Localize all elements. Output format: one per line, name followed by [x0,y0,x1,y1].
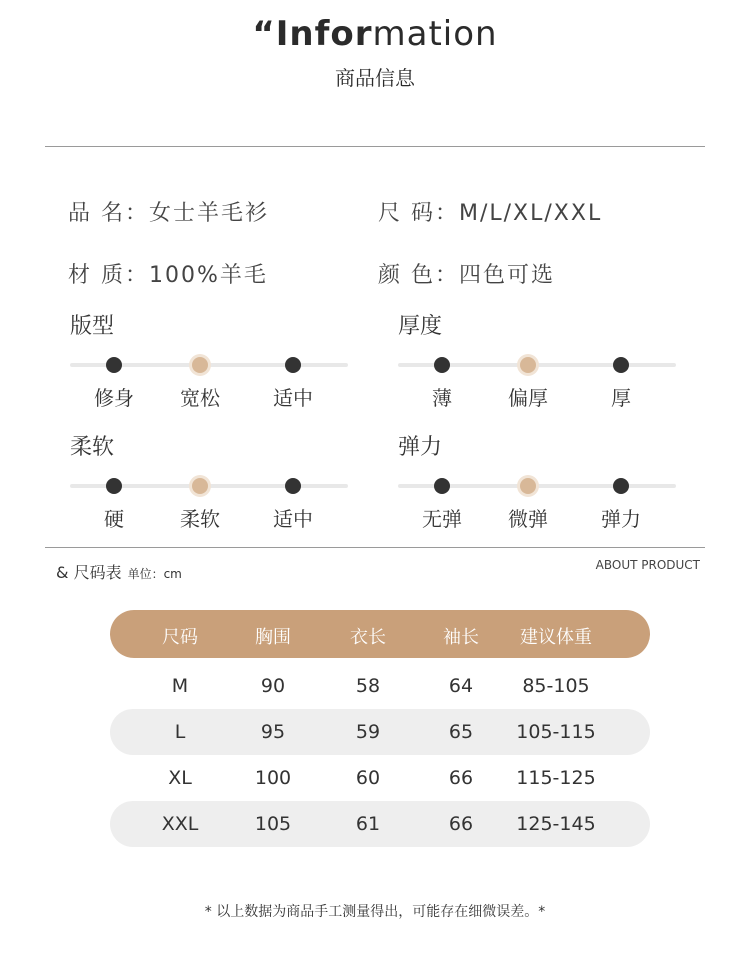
table-cell: 66 [448,813,474,835]
table-cell: 90 [260,675,286,697]
scale-option-label: 偏厚 [508,386,548,410]
header-cell: 胸围 [255,627,291,648]
table-cell: 105-115 [516,721,596,743]
table-cell: XL [168,767,192,789]
scale-dot [613,478,629,494]
top-divider [45,146,705,147]
table-row [110,801,650,847]
table-cell: 85-105 [522,675,590,697]
header-cell: 尺码 [162,627,198,648]
scale-dot-selected [192,357,208,373]
scale-dot [434,478,450,494]
table-cell: 58 [355,675,381,697]
info-size: 尺 码：M/L/XL/XXL [378,201,603,226]
scale-fit [70,338,348,410]
footnote: * 以上数据为商品手工测量得出，可能存在细微误差。* [204,904,546,920]
scale-option-label: 弹力 [601,507,641,531]
table-cell: 66 [448,767,474,789]
scale-dot-selected [520,357,536,373]
scale-option-label: 无弹 [422,507,462,531]
table-cell: 59 [355,721,381,743]
title-bold-part: Infor [275,14,373,54]
table-cell: 60 [355,767,381,789]
table-cell: 61 [355,813,381,835]
scale-option-label: 柔软 [180,507,220,531]
scale-dot [106,478,122,494]
info-material: 材 质：100%羊毛 [68,263,268,288]
size-chart-title: & 尺码表 [56,563,122,582]
scale-option-label: 适中 [273,507,313,531]
table-cell: L [174,721,186,743]
scale-dot-selected [192,478,208,494]
scale-title-thickness: 厚度 [398,314,443,339]
header-cell: 建议体重 [520,627,592,648]
table-cell: 100 [254,767,292,789]
scale-dot-selected [520,478,536,494]
header-cell: 衣长 [350,627,386,648]
scale-elasticity [398,459,676,531]
title-light-part: mation [372,14,498,54]
scale-title-softness: 柔软 [70,435,115,460]
header-cell: 袖长 [443,627,479,648]
table-row [110,755,650,801]
scale-option-label: 微弹 [508,507,548,531]
table-cell: M [171,675,189,697]
page-title [0,14,750,54]
table-cell: 105 [254,813,292,835]
scale-title-elasticity: 弹力 [398,435,443,460]
table-cell: 65 [448,721,474,743]
scale-option-label: 薄 [432,386,452,410]
info-color: 颜 色：四色可选 [378,263,555,288]
size-chart-label [56,560,182,583]
scale-dot [613,357,629,373]
scale-option-label: 适中 [273,386,313,410]
about-product: ABOUT PRODUCT [595,558,700,572]
table-cell: 125-145 [516,813,596,835]
scale-dot [285,357,301,373]
scale-softness [70,459,348,531]
table-cell: 95 [260,721,286,743]
middle-divider [45,547,705,548]
table-cell: 64 [448,675,474,697]
scale-dot [434,357,450,373]
size-chart-unit: 单位：cm [127,567,182,581]
info-name: 品 名：女士羊毛衫 [68,201,269,226]
scale-thickness [398,338,676,410]
scale-option-label: 修身 [94,386,134,410]
scale-option-label: 硬 [104,507,124,531]
quote-mark: “ [252,14,276,54]
page-subtitle: 商品信息 [335,66,415,90]
scale-dot [106,357,122,373]
table-row [110,663,650,709]
table-cell: 115-125 [516,767,596,789]
table-cell: XXL [161,813,199,835]
scale-title-fit: 版型 [70,314,115,339]
table-row [110,709,650,755]
scale-option-label: 宽松 [180,386,220,410]
scale-dot [285,478,301,494]
scale-option-label: 厚 [611,386,631,410]
size-table-header [110,610,650,658]
